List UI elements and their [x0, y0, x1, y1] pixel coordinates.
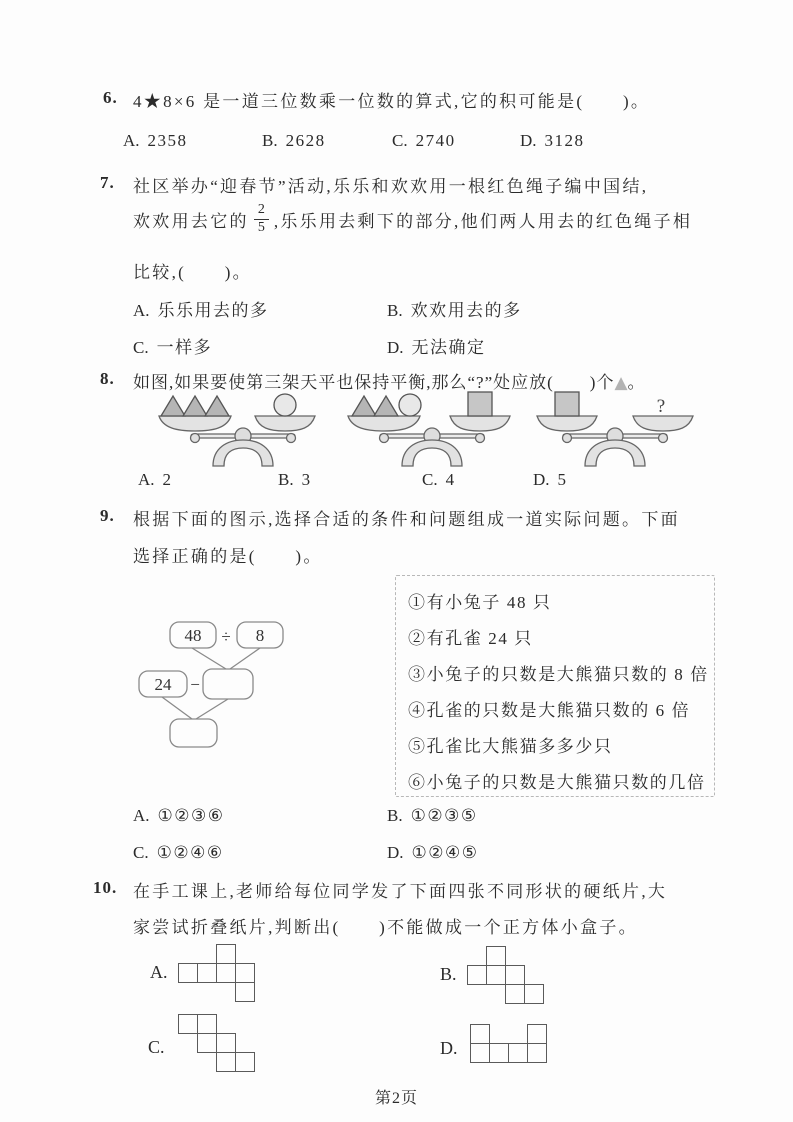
scale3-question-mark: ?	[656, 396, 666, 417]
net-square	[178, 963, 198, 983]
net-square	[527, 1043, 547, 1063]
q6-text: 4★8×6 是一道三位数乘一位数的算式,它的积可能是( )。	[133, 92, 651, 111]
net-square	[486, 946, 506, 966]
q9-option-c-text: ①②④⑥	[156, 843, 224, 862]
q9-option-a-letter: A.	[133, 806, 150, 825]
cube-net-c	[178, 1014, 258, 1076]
q8-option-d	[533, 470, 568, 490]
q7-line2-pre: 欢欢用去它的	[133, 211, 249, 231]
q9-condition-box	[395, 575, 715, 797]
q6-option-c-letter: C.	[392, 131, 408, 150]
cube-net-b	[467, 946, 547, 1008]
q9-option-c	[133, 843, 224, 863]
q7-line3: 比较,( )。	[133, 263, 252, 282]
net-square	[216, 1052, 236, 1072]
q6-option-d-letter: D.	[520, 131, 537, 150]
q6-option-d-text: 3128	[544, 131, 585, 150]
net-square	[470, 1024, 490, 1044]
q8-option-c	[422, 470, 456, 490]
net-square	[216, 944, 236, 964]
condition-4: ④孔雀的只数是大熊猫只数的 6 倍	[408, 701, 691, 720]
q9-option-b	[387, 806, 478, 826]
q6-option-d	[520, 131, 585, 151]
net-square	[486, 965, 506, 985]
q10-line1: 在手工课上,老师给每位同学发了下面四张不同形状的硬纸片,大	[133, 882, 668, 901]
net-d-label: D.	[440, 1038, 458, 1058]
q8-text-post: 。	[627, 373, 646, 392]
q9-option-c-letter: C.	[133, 843, 149, 862]
q9-line2: 选择正确的是( )。	[133, 547, 323, 566]
net-square	[470, 1043, 490, 1063]
q8-option-a	[138, 470, 173, 490]
q6-option-b	[262, 131, 326, 151]
q7-option-b-text: 欢欢用去的多	[410, 301, 522, 320]
q6-option-b-letter: B.	[262, 131, 278, 150]
q10-line2: 家尝试折叠纸片,判断出( )不能做成一个正方体小盒子。	[133, 918, 638, 937]
q8-option-d-letter: D.	[533, 470, 550, 489]
q7-option-c-text: 一样多	[156, 338, 213, 357]
q8-option-c-text: 4	[445, 470, 456, 489]
q9-option-b-letter: B.	[387, 806, 403, 825]
q7-line2	[133, 196, 692, 242]
q9-line1: 根据下面的图示,选择合适的条件和问题组成一道实际问题。下面	[133, 510, 680, 529]
condition-3: ③小兔子的只数是大熊猫只数的 8 倍	[408, 665, 709, 684]
q8-option-b-text: 3	[301, 470, 312, 489]
q9-option-d-text: ①②④⑤	[411, 843, 479, 862]
q7-number: 7.	[100, 173, 115, 192]
gray-triangle-icon: ▲	[614, 373, 628, 393]
cube-net-d	[470, 1024, 550, 1066]
net-square	[235, 1052, 255, 1072]
q9-option-d-letter: D.	[387, 843, 404, 862]
q6-option-c	[392, 131, 456, 151]
diagram-box-24: 24	[154, 675, 172, 694]
condition-2: ②有孔雀 24 只	[408, 629, 533, 648]
balance-scale-3	[537, 392, 693, 466]
net-square	[505, 965, 525, 985]
q7-option-c	[133, 333, 212, 358]
diagram-minus-sign: −	[190, 675, 200, 694]
fraction-numerator: 2	[254, 202, 269, 219]
balance-scales-figure	[120, 388, 700, 474]
net-square	[508, 1043, 528, 1063]
balance-scale-2	[348, 392, 510, 466]
q8-option-a-text: 2	[162, 470, 173, 489]
q8-option-b	[278, 470, 312, 490]
q8-option-c-letter: C.	[422, 470, 438, 489]
q6-option-c-text: 2740	[415, 131, 456, 150]
q9-option-b-text: ①②③⑤	[410, 806, 478, 825]
net-square	[505, 984, 525, 1004]
q8-option-b-letter: B.	[278, 470, 294, 489]
q9-option-a-text: ①②③⑥	[157, 806, 225, 825]
diagram-box-48: 48	[184, 626, 202, 645]
net-square	[197, 963, 217, 983]
condition-5: ⑤孔雀比大熊猫多多少只	[408, 737, 613, 756]
q7-option-d-letter: D.	[387, 338, 404, 357]
q6-option-a	[123, 131, 188, 151]
q7-line2-post: ,乐乐用去剩下的部分,他们两人用去的红色绳子相	[273, 211, 693, 231]
q7-option-b-letter: B.	[387, 301, 403, 320]
q9-number: 9.	[100, 506, 115, 525]
q8-text-pre: 如图,如果要使第三架天平也保持平衡,那么“?”处应放( )个	[133, 373, 615, 392]
q6-option-b-text: 2628	[285, 131, 326, 150]
q7-option-c-letter: C.	[133, 338, 149, 357]
net-square	[216, 1033, 236, 1053]
fraction-denominator: 5	[257, 219, 265, 235]
q10-number: 10.	[93, 878, 118, 897]
q6-option-a-text: 2358	[147, 131, 188, 150]
q7-option-d-text: 无法确定	[411, 338, 486, 357]
condition-6: ⑥小兔子的只数是大熊猫只数的几倍	[408, 773, 706, 792]
balance-scale-1	[159, 394, 315, 466]
q8-option-a-letter: A.	[138, 470, 155, 489]
net-square	[524, 984, 544, 1004]
net-square	[235, 963, 255, 983]
page-footer: 第2页	[374, 1090, 418, 1107]
net-a-label: A.	[150, 962, 168, 982]
q7-line1: 社区举办“迎春节”活动,乐乐和欢欢用一根红色绳子编中国结,	[133, 177, 649, 196]
diagram-divide-sign: ÷	[221, 627, 231, 646]
net-b-label: B.	[440, 964, 457, 984]
q7-option-d	[387, 333, 486, 358]
diagram-box-8: 8	[255, 626, 265, 645]
fraction-two-fifths	[254, 202, 269, 235]
q6-number: 6.	[103, 88, 118, 107]
q9-option-a	[133, 806, 225, 826]
net-square	[527, 1024, 547, 1044]
net-square	[197, 1033, 217, 1053]
q8-number: 8.	[100, 369, 115, 388]
q8-option-d-text: 5	[557, 470, 568, 489]
net-c-label: C.	[148, 1037, 165, 1057]
q7-option-a-text: 乐乐用去的多	[157, 301, 269, 320]
q7-option-a	[133, 296, 269, 321]
q9-flow-diagram	[130, 595, 395, 760]
condition-1: ①有小兔子 48 只	[408, 593, 552, 612]
q6-option-a-letter: A.	[123, 131, 140, 150]
q7-option-b	[387, 296, 522, 321]
net-square	[197, 1014, 217, 1034]
cube-net-a	[178, 944, 258, 1006]
q9-option-d	[387, 843, 479, 863]
net-square	[489, 1043, 509, 1063]
net-square	[178, 1014, 198, 1034]
q7-option-a-letter: A.	[133, 301, 150, 320]
net-square	[216, 963, 236, 983]
net-square	[235, 982, 255, 1002]
net-square	[467, 965, 487, 985]
